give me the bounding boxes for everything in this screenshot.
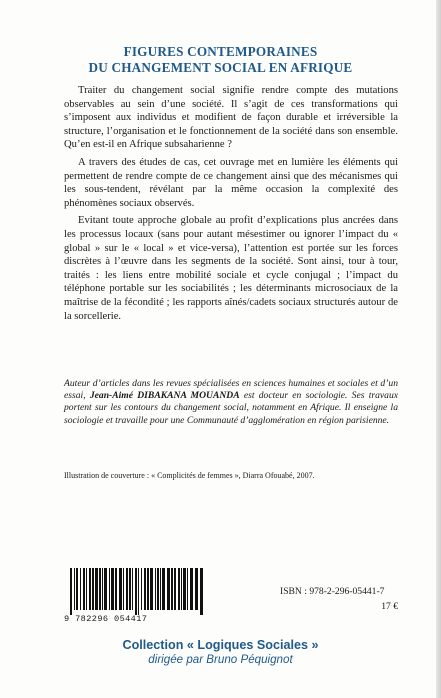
book-title-line-1: FIGURES CONTEMPORAINES <box>123 44 318 59</box>
book-title-line-2: DU CHANGEMENT SOCIAL EN AFRIQUE <box>88 60 353 75</box>
author-bio <box>64 378 398 427</box>
blurb-paragraph: A travers des études de cas, cet ouvrage met en lumière les éléments qui permettent de rendre compte de ce changement ainsi que des mécanismes qui les sous-tendent, révélant par la même occasion la complexité des phénomènes sociaux observés. <box>64 156 398 209</box>
price: 17 € <box>381 601 398 612</box>
author-bio-intro: Auteur d’articles dans les revues spécialisées en sciences humaines et sociales et d’un essai, <box>64 378 398 402</box>
cover-illustration-credit: Illustration de couverture : « Complicités de femmes », Diarra Ofouabé, 2007. <box>64 471 315 480</box>
collection-director: dirigée par Bruno Péquignot <box>148 653 293 666</box>
collection-name: Collection « Logiques Sociales » <box>122 638 319 652</box>
page-edge <box>436 0 441 698</box>
author-name: Jean-Aimé DIBAKANA MOUANDA <box>89 390 240 402</box>
blurb-paragraph: Traiter du changement social signifie rendre compte des mutations observables au sein d’une société. Il s’agit de ces transformations qui s’imposent aux individus et modifient de façon durable et irréversible la structure, l’organisation et le fonctionnement de la société dans son ensemble. Qu’en est-il en Afrique subsaharienne ? <box>64 85 398 151</box>
isbn: ISBN : 978-2-296-05441-7 <box>280 586 385 597</box>
blurb <box>64 84 398 323</box>
barcode-icon <box>68 568 206 615</box>
author-bio-rest: est docteur en sociologie. Ses travaux portent sur les contours du changement social, notamment en Afrique. Il enseigne la sociologie et travaille pour une Communauté d’agglomération en région parisienne. <box>64 390 399 426</box>
barcode-number: 9 782296 054417 <box>64 614 148 624</box>
blurb-paragraph: Evitant toute approche globale au profit d’explications plus ancrées dans les processus locaux (sans pour autant mésestimer ou ignorer l’impact du « global » sur le « local » et vice-versa), l’attention est portée sur les forces discrètes à l’œuvre dans les segments de la société. Sont ainsi, tour à tour, traités : les liens entre mobilité sociale et cycle conjugal ; l’impact du téléphone portable sur les sociabilités ; les déterminants microsociaux de la maîtrise de la fécondité ; les rapports aînés/cadets sociaux structurés autour de la sorcellerie. <box>64 215 398 322</box>
